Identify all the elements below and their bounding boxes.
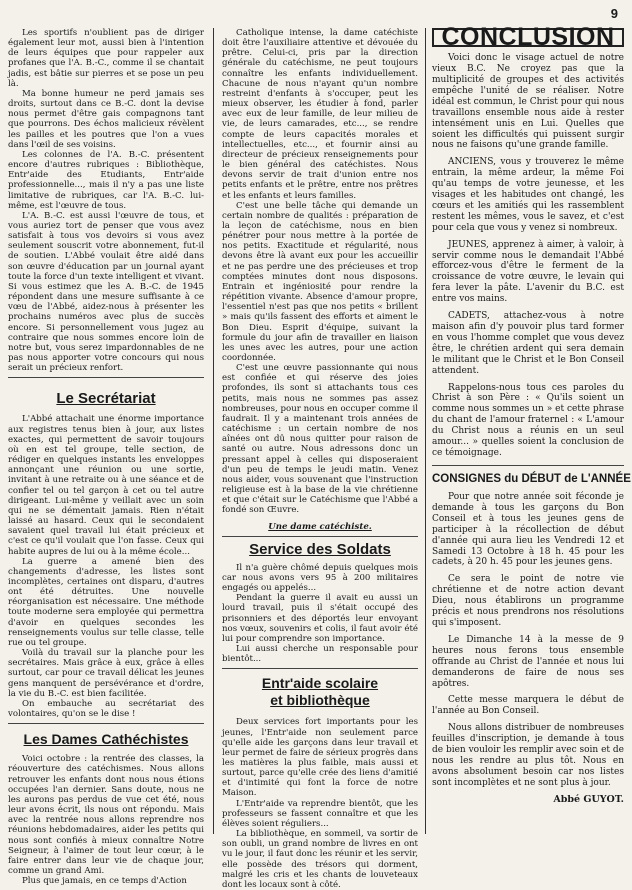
paragraph: ANCIENS, vous y trouverez le même entrain, la même ardeur, la même Foi qu'au temps de votre jeunesse, et les visages et les habitudes ont changé, les cœurs et les amitiés qui les rassemblent restent les mêmes, vous le savez, et c'est pour cela que vous y venez si nombreux. [432, 157, 624, 233]
paragraph: Pendant la guerre il avait eu aussi un lourd travail, puis il s'était occupé des prisonniers et des déportés leur envoyant nos vœux, souvenirs et colis, il faut avoir été lui pour comprendre son importance. [222, 593, 418, 644]
section-title-line: Entr'aide scolaire [261, 675, 379, 692]
paragraph: Voici octobre : la rentrée des classes, la réouverture des catéchismes. Nous allons retrouver les enfants dont nous nous étions occupées l'an dernier. Sans doute, nous ne les aurons pas perdus de vue cet été, nous leur avons écrit, ils nous ont répondu. Mais avec la rentrée nous allons reprendre nos réunions hebdomadaires, aider les petits qui nous sont confiés à mieux connaître Notre Seigneur, à l'aimer de tout leur cœur, à le faire entrer dans leur vie de chaque jour, comme un grand Ami. [8, 754, 204, 877]
paragraph: JEUNES, apprenez à aimer, à valoir, à servir comme nous le demandait l'Abbé efforcez-vous d'être le ferment de la croissance de votre œuvre, le levain qui fera lever la pâte. L'avenir du B.C. est entre vos mains. [432, 239, 624, 305]
paragraph: La bibliothèque, en sommeil, va sortir de son oubli, un grand nombre de livres en ont vu le jour, il faut donc les réunir et les servir, elle possède des trésors qui dorment, malgré les cris et les chants de louveteaux dont les locaux sont à côté. [222, 829, 418, 890]
paragraph: L'A. B.-C. est aussi l'œuvre de tous, et vous auriez tort de penser que vous avez satisfait à tous vos devoirs si vous avez seulement souscrit votre abonnement, fut-il de soutien. L'Abbé voulait être aidé dans son œuvre d'éducation par un journal ayant toute la force d'un texte intelligent et vivant. Si vous estimez que les A. B.-C. de 1945 répondent dans une mesure suffisante à ce vœu de l'Abbé, aidez-nous à présenter les prochains numéros avec plus de succès encore. Si personnellement vous jugez au contraire que nous sommes encore loin de notre but, vous serez impardonnables de ne pas nous apporter votre concours qui nous serait un précieux renfort. [8, 210, 204, 374]
paragraph: Deux services fort importants pour les jeunes, l'Entr'aide non seulement parce qu'elle aide les garçons dans leur travail et leur permet de faire de sérieux progrès dans les matières la plus faible, mais aussi et surtout, parce qu'elle crée des liens d'amitié et d'intimité qui font la force de notre Maison. [222, 717, 418, 799]
paragraph: Cette messe marquera le début de l'année au Bon Conseil. [432, 695, 624, 717]
conclusion-title: CONCLUSION [441, 23, 615, 51]
page-number: 9 [610, 6, 618, 21]
paragraph: La guerre a amené bien des changements d'adresse, les listes sont incomplètes, certaines ont disparu, d'autres ont été détruites. Une nouvelle réorganisation est nécessaire. Une méthode toute moderne sera employée qui permettra d'avoir en quelques secondes les renseignements voulus sur telle classe, telle rue ou tel groupe. [8, 556, 204, 648]
paragraph: Les colonnes de l'A. B.-C. présentent encore d'autres rubriques : Bibliothèque, Entr'aide des Etudiants, Entr'aide professionnelle..., mais il n'y a pas une liste limitative de rubriques, car l'A. B.-C. lui-même, est l'œuvre de tous. [8, 149, 204, 211]
paragraph: Il n'a guère chômé depuis quelques mois car nous avons vers 95 à 200 militaires engagés ou appelés... [222, 562, 418, 594]
paragraph: Voilà du travail sur la planche pour les secrétaires. Mais grâce à eux, grâce à elles surtout, car pour ce travail délicat les jeunes gens manquent de persévérance et d'ordre, la vie du B.-C. est bien facilitée. [8, 648, 204, 699]
column-3 [432, 23, 631, 834]
paragraph: C'est une œuvre passionnante qui nous est confiée et qui réserve des joies profondes, ils sont si attachants tous ces petits, mais nous ne sommes pas assez nombreuses, pour nous en occuper comme il faudrait. Il y a maintenant trois années de catéchisme : un certain nombre de nos aînées ont dû nous quitter pour raison de santé ou autre. Nous adressons donc un pressant appel à celles qui disposeraient d'un peu de temps le jeudi matin. Venez nous aider, vous souvenant que l'instruction religieuse est à la base de la vie chrétienne et que c'était sur le Catéchisme que l'Abbé a fondé son Œuvre. [222, 363, 418, 516]
divider [432, 465, 624, 466]
paragraph: Les sportifs n'oublient pas de diriger également leur mot, aussi bien à l'intention de leurs équipes que pour rappeler aux profanes que l'A. B.-C., comme il se chantait jadis, est bâtie sur pierres et se pose un peu là. [8, 28, 204, 89]
paragraph: CADETS, attachez-vous à notre maison afin d'y pouvoir plus tard former en vous l'homme complet que vous devez être, le chrétien ardent qui sera demain le militant que le Christ et le Bon Conseil attendent. [432, 311, 624, 376]
signature: Abbé GUYOT. [553, 793, 624, 805]
signature: Une dame catéchiste. [268, 521, 372, 532]
paragraph: Ma bonne humeur ne perd jamais ses droits, surtout dans ce B.-C. dont la devise nous permet d'être gais compagnons tant que pourrons. Des échos malicieux révèlent les pailles et les poutres que l'on a vues dans l'œil de ses voisins. [8, 88, 204, 150]
section-title-line: et bibliothèque [270, 692, 370, 709]
conclusion-box [432, 23, 624, 51]
divider [222, 536, 418, 537]
paragraph: Plus que jamais, en ce temps d'Action [22, 876, 187, 887]
paragraph: Voici donc le visage actuel de notre vieux B.C. Ne croyez pas que la multiplicité de groupes et des activités empêche l'unité de se réaliser. Notre idéal est commun, le Christ pour qui nous travaillons ensemble nous aide à rester intensément unis en Lui. Quelles que soient les difficultés qui puissent surgir nous ne faisons qu'une grande famille. [432, 53, 624, 151]
divider [222, 668, 418, 669]
column-1 [8, 28, 204, 887]
paragraph: Rappelons-nous tous ces paroles du Christ à son Père : « Qu'ils soient un comme nous sommes un » et cette phrase du chant de l'amour fraternel : « L'amour du Christ nous a réunis en un seul amour... » quelles soient la conclusion de ce témoignage. [432, 382, 624, 458]
column-divider [213, 28, 214, 834]
column-divider [425, 28, 426, 834]
paragraph: Le Dimanche 14 à la messe de 9 heures nous ferons tous ensemble offrande au Christ de l'année et nous lui demanderons de faire de nous ses apôtres. [432, 634, 624, 689]
section-title-dames: Les Dames Cathéchistes [23, 731, 189, 748]
paragraph: L'Abbé attachait une énorme importance aux registres tenus bien à jour, aux listes exactes, qui permettent de savoir toujours où en est tel groupe, telle section, de rédiger en quelques instants les enveloppes annonçant une réunion ou une sortie, invitant à une retraite ou à une séance et de confier tel ou tel garçon à cet ou tel autre dirigeant. Lui-même y veillait avec un soin qui ne se démentait jamais. Rien n'était laissé au hasard. Ceux qui le secondaient savaient quel travail lui était précieux et c'est ce qu'il voulait que l'on fasse. Ceux qui habite aupres de lui ou à la même école... [8, 414, 204, 557]
divider [8, 377, 204, 378]
paragraph: C'est une belle tâche qui demande un certain nombre de qualités : préparation de la leçon de catéchisme, nous en bien pénétrer pour nous mettre à la portée de nos petits. Exactitude et régularité, nous devons être là avant eux pour les accueillir et ne pas perdre une des précieuses et trop comptées minutes dont nous disposons. Entrain et ingéniosité pour rendre la répétition vivante. Absence d'amour propre, l'essentiel n'est pas que nos petits « brillent » mais qu'ils fassent des efforts et aiment le Bon Dieu. Esprit d'équipe, suivant la formule du jour afin de travailler en liaison les unes avec les autres, pour une action coordonnée. [222, 200, 418, 363]
column-2 [222, 28, 418, 890]
section-title-consignes: CONSIGNES du DÉBUT de L'ANNÉE [432, 472, 631, 485]
section-title-service: Service des Soldats [249, 540, 391, 558]
paragraph: Lui aussi cherche un responsable pour bientôt... [222, 644, 418, 665]
paragraph: Catholique intense, la dame catéchiste doit être l'auxiliaire attentive et dévouée du prêtre. Celui-ci, pris par la direction générale du catéchisme, ne peut toujours connaître les enfants individuellement. Chacune de nous n'ayant qu'un nombre restreint d'enfants à s'occuper, peut les mieux observer, les étudier à fond, parler avec eux de leur famille, de leur milieu de vie, de leurs camarades, etc..., se rendre compte de leurs capacités morales et intellectuelles, etc..., et fournir ainsi au directeur de précieux renseignements pour le bien général des catéchistes. Nous devons servir de trait d'union entre nos petits enfants et le prêtre, entre nos prêtres et les enfants et leurs familles. [222, 28, 418, 201]
paragraph: L'Entr'aide va reprendre bientôt, que les professeurs se fassent connaître et que les élèves soient réguliers... [222, 798, 418, 829]
section-title-secretariat: Le Secrétariat [56, 390, 156, 408]
divider [8, 723, 204, 724]
paragraph: Pour que notre année soit féconde je demande à tous les garçons du Bon Conseil et à tous les jeunes gens de participer à la récollection de début d'année qui aura lieu les Vendredi 12 et Samedi 13 Octobre à 18 h. 45 pour les cadets, à 20 h. 45 pour les jeunes gens. [432, 492, 624, 568]
paragraph: On embauche au secrétariat des volontaires, qu'on se le dise ! [8, 698, 204, 719]
paragraph: Ce sera le point de notre vie chrétienne et de notre action devant Dieu, nous établirons un programme précis et nous prendrons nos résolutions qui s'imposent. [432, 574, 624, 628]
paragraph: Nous allons distribuer de nombreuses feuilles d'inscription, je demande à tous de bien vouloir les remplir avec soin et de nous les rendre au plus tôt. Nous en avons absolument besoin car nos listes sont incomplètes et ne sont plus à jour. [432, 723, 624, 788]
section-title-entraide [222, 675, 418, 709]
